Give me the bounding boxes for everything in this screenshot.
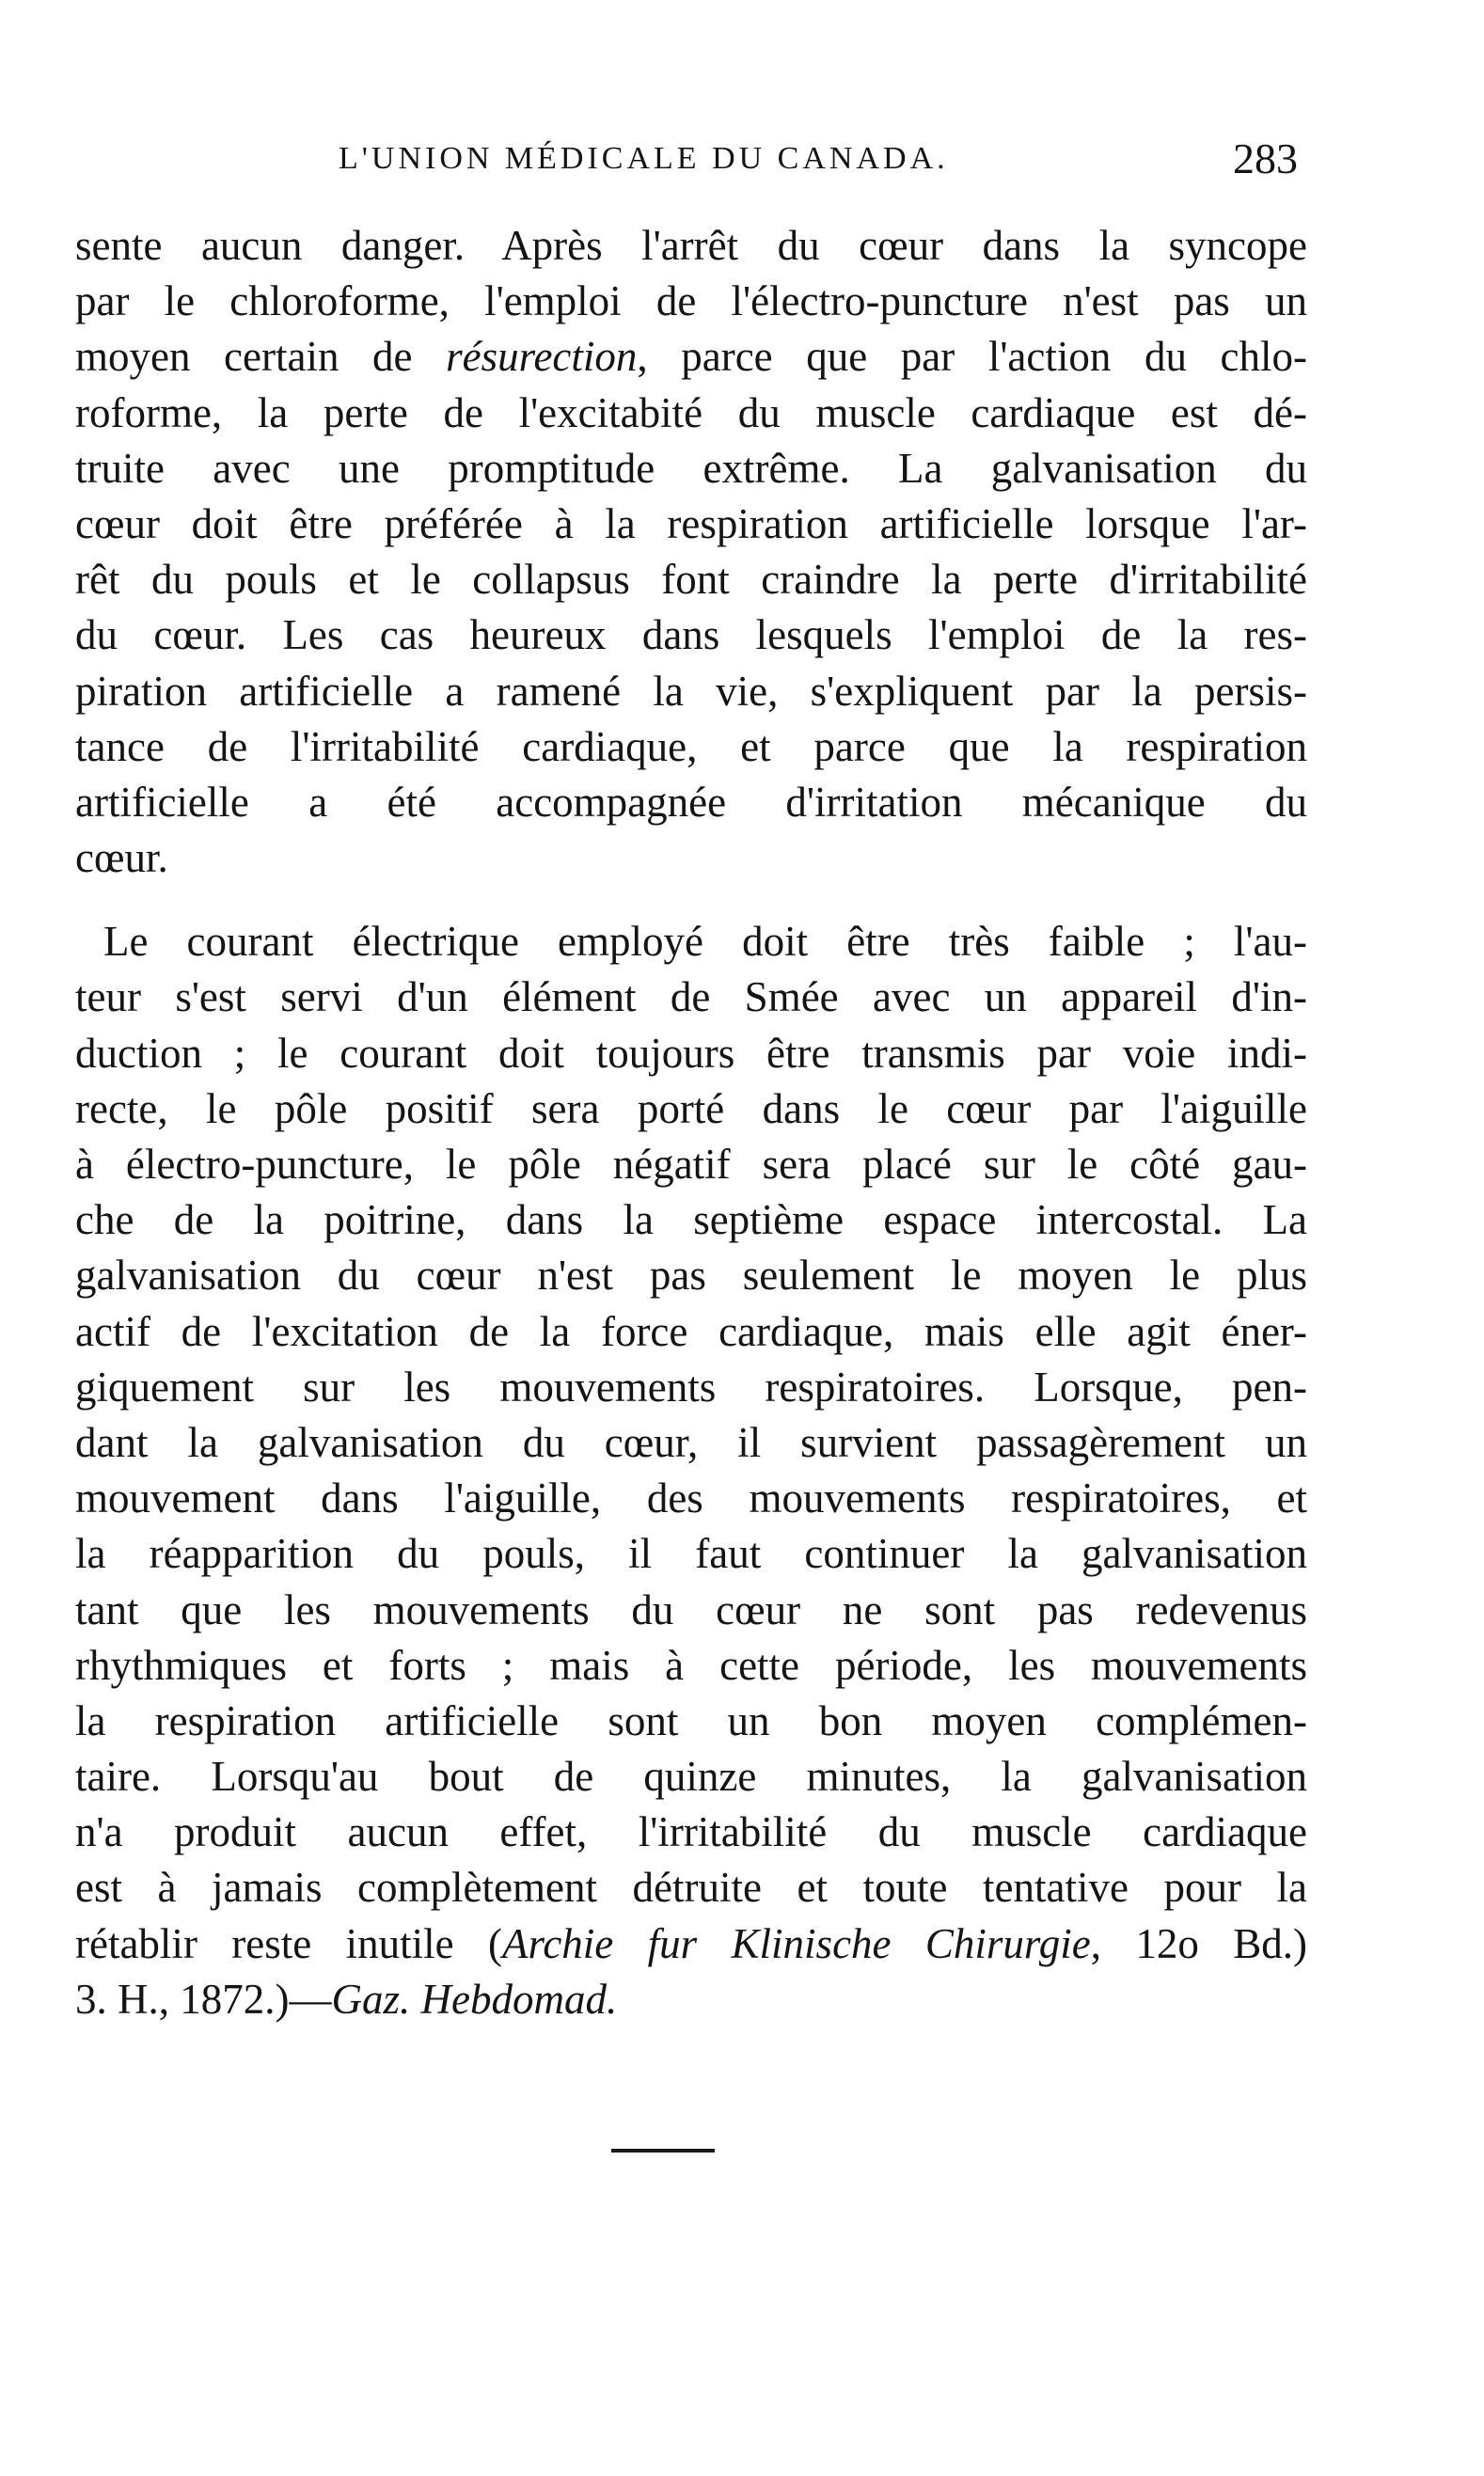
text-line: galvanisation du cœur n'est pas seulement le moyen le plus [75, 1252, 1307, 1300]
journal-title: L'UNION MÉDICALE DU CANADA. [339, 141, 949, 176]
text-line: tant que les mouvements du cœur ne sont pas redevenus [75, 1585, 1307, 1633]
text-line [75, 329, 1307, 385]
text-line: est à jamais complètement détruite et toute tentative pour la [75, 1864, 1307, 1912]
text-segment: rétablir reste inutile ( [75, 1919, 502, 1967]
text-line: à électro-puncture, le pôle négatif sera placé sur le côté gau- [75, 1141, 1307, 1188]
text-line: rhythmiques et forts ; mais à cette période, les mouvements [75, 1641, 1307, 1689]
text-line: duction ; le courant doit toujours être transmis par voie indi- [75, 1029, 1307, 1077]
text-segment: moyen certain de [75, 333, 447, 381]
paragraph-gap [75, 886, 1307, 914]
text-line: cœur. [75, 834, 168, 882]
text-line: la respiration artificielle sont un bon moyen complémen- [75, 1696, 1307, 1744]
text-line: du cœur. Les cas heureux dans lesquels l'emploi de la res- [75, 611, 1307, 659]
paragraph-2 [75, 914, 1307, 2027]
text-segment: 3. H., 1872.)— [75, 1975, 332, 2023]
text-line: sente aucun danger. Après l'arrêt du cœur dans la syncope [75, 222, 1307, 269]
text-line: cœur doit être préférée à la respiration artificielle lorsque l'ar- [75, 499, 1307, 547]
text-line: la réapparition du pouls, il faut continuer la galvanisation [75, 1530, 1307, 1578]
text-line: recte, le pôle positif sera porté dans le cœur par l'aiguille [75, 1084, 1307, 1132]
citation-line [75, 1916, 1307, 1972]
text-line: artificielle a été accompagnée d'irritation mécanique du [75, 778, 1307, 826]
citation-source: Archie fur Klinische Chirurgie [501, 1919, 1091, 1967]
section-divider [611, 2149, 715, 2153]
text-line: taire. Lorsqu'au bout de quinze minutes, la galvanisation [75, 1753, 1307, 1801]
text-line: par le chloroforme, l'emploi de l'électro-puncture n'est pas un [75, 277, 1307, 325]
text-segment: , 12o Bd.) [1090, 1919, 1308, 1967]
text-line: tance de l'irritabilité cardiaque, et parce que la respiration [75, 722, 1307, 770]
citation-source: Gaz. Hebdomad. [331, 1975, 618, 2023]
text-line: truite avec une promptitude extrême. La galvanisation du [75, 444, 1307, 492]
text-line: rêt du pouls et le collapsus font craindre la perte d'irritabilité [75, 556, 1307, 604]
text-line: actif de l'excitation de la force cardiaque, mais elle agit éner- [75, 1307, 1307, 1355]
text-line: piration artificielle a ramené la vie, s'expliquent par la persis- [75, 667, 1307, 715]
text-line: dant la galvanisation du cœur, il survient passagèrement un [75, 1418, 1307, 1466]
body-text [75, 218, 1307, 2027]
text-line: roforme, la perte de l'excitabité du muscle cardiaque est dé- [75, 388, 1307, 436]
text-line: giquement sur les mouvements respiratoires. Lorsque, pen- [75, 1363, 1307, 1411]
citation-line [75, 1972, 1307, 2027]
paragraph-1 [75, 218, 1307, 886]
page-number: 283 [1233, 134, 1298, 182]
text-line: Le courant électrique employé doit être très faible ; l'au- [103, 918, 1307, 966]
running-head [75, 134, 1298, 197]
text-segment: , parce que par l'action du chlo- [637, 333, 1308, 381]
text-line: teur s'est servi d'un élément de Smée avec un appareil d'in- [75, 973, 1307, 1021]
text-line: mouvement dans l'aiguille, des mouvements respiratoires, et [75, 1475, 1307, 1522]
text-line: n'a produit aucun effet, l'irritabilité du muscle cardiaque [75, 1808, 1307, 1856]
italic-term: résurection [446, 333, 638, 381]
text-line: che de la poitrine, dans la septième espace intercostal. La [75, 1196, 1307, 1244]
